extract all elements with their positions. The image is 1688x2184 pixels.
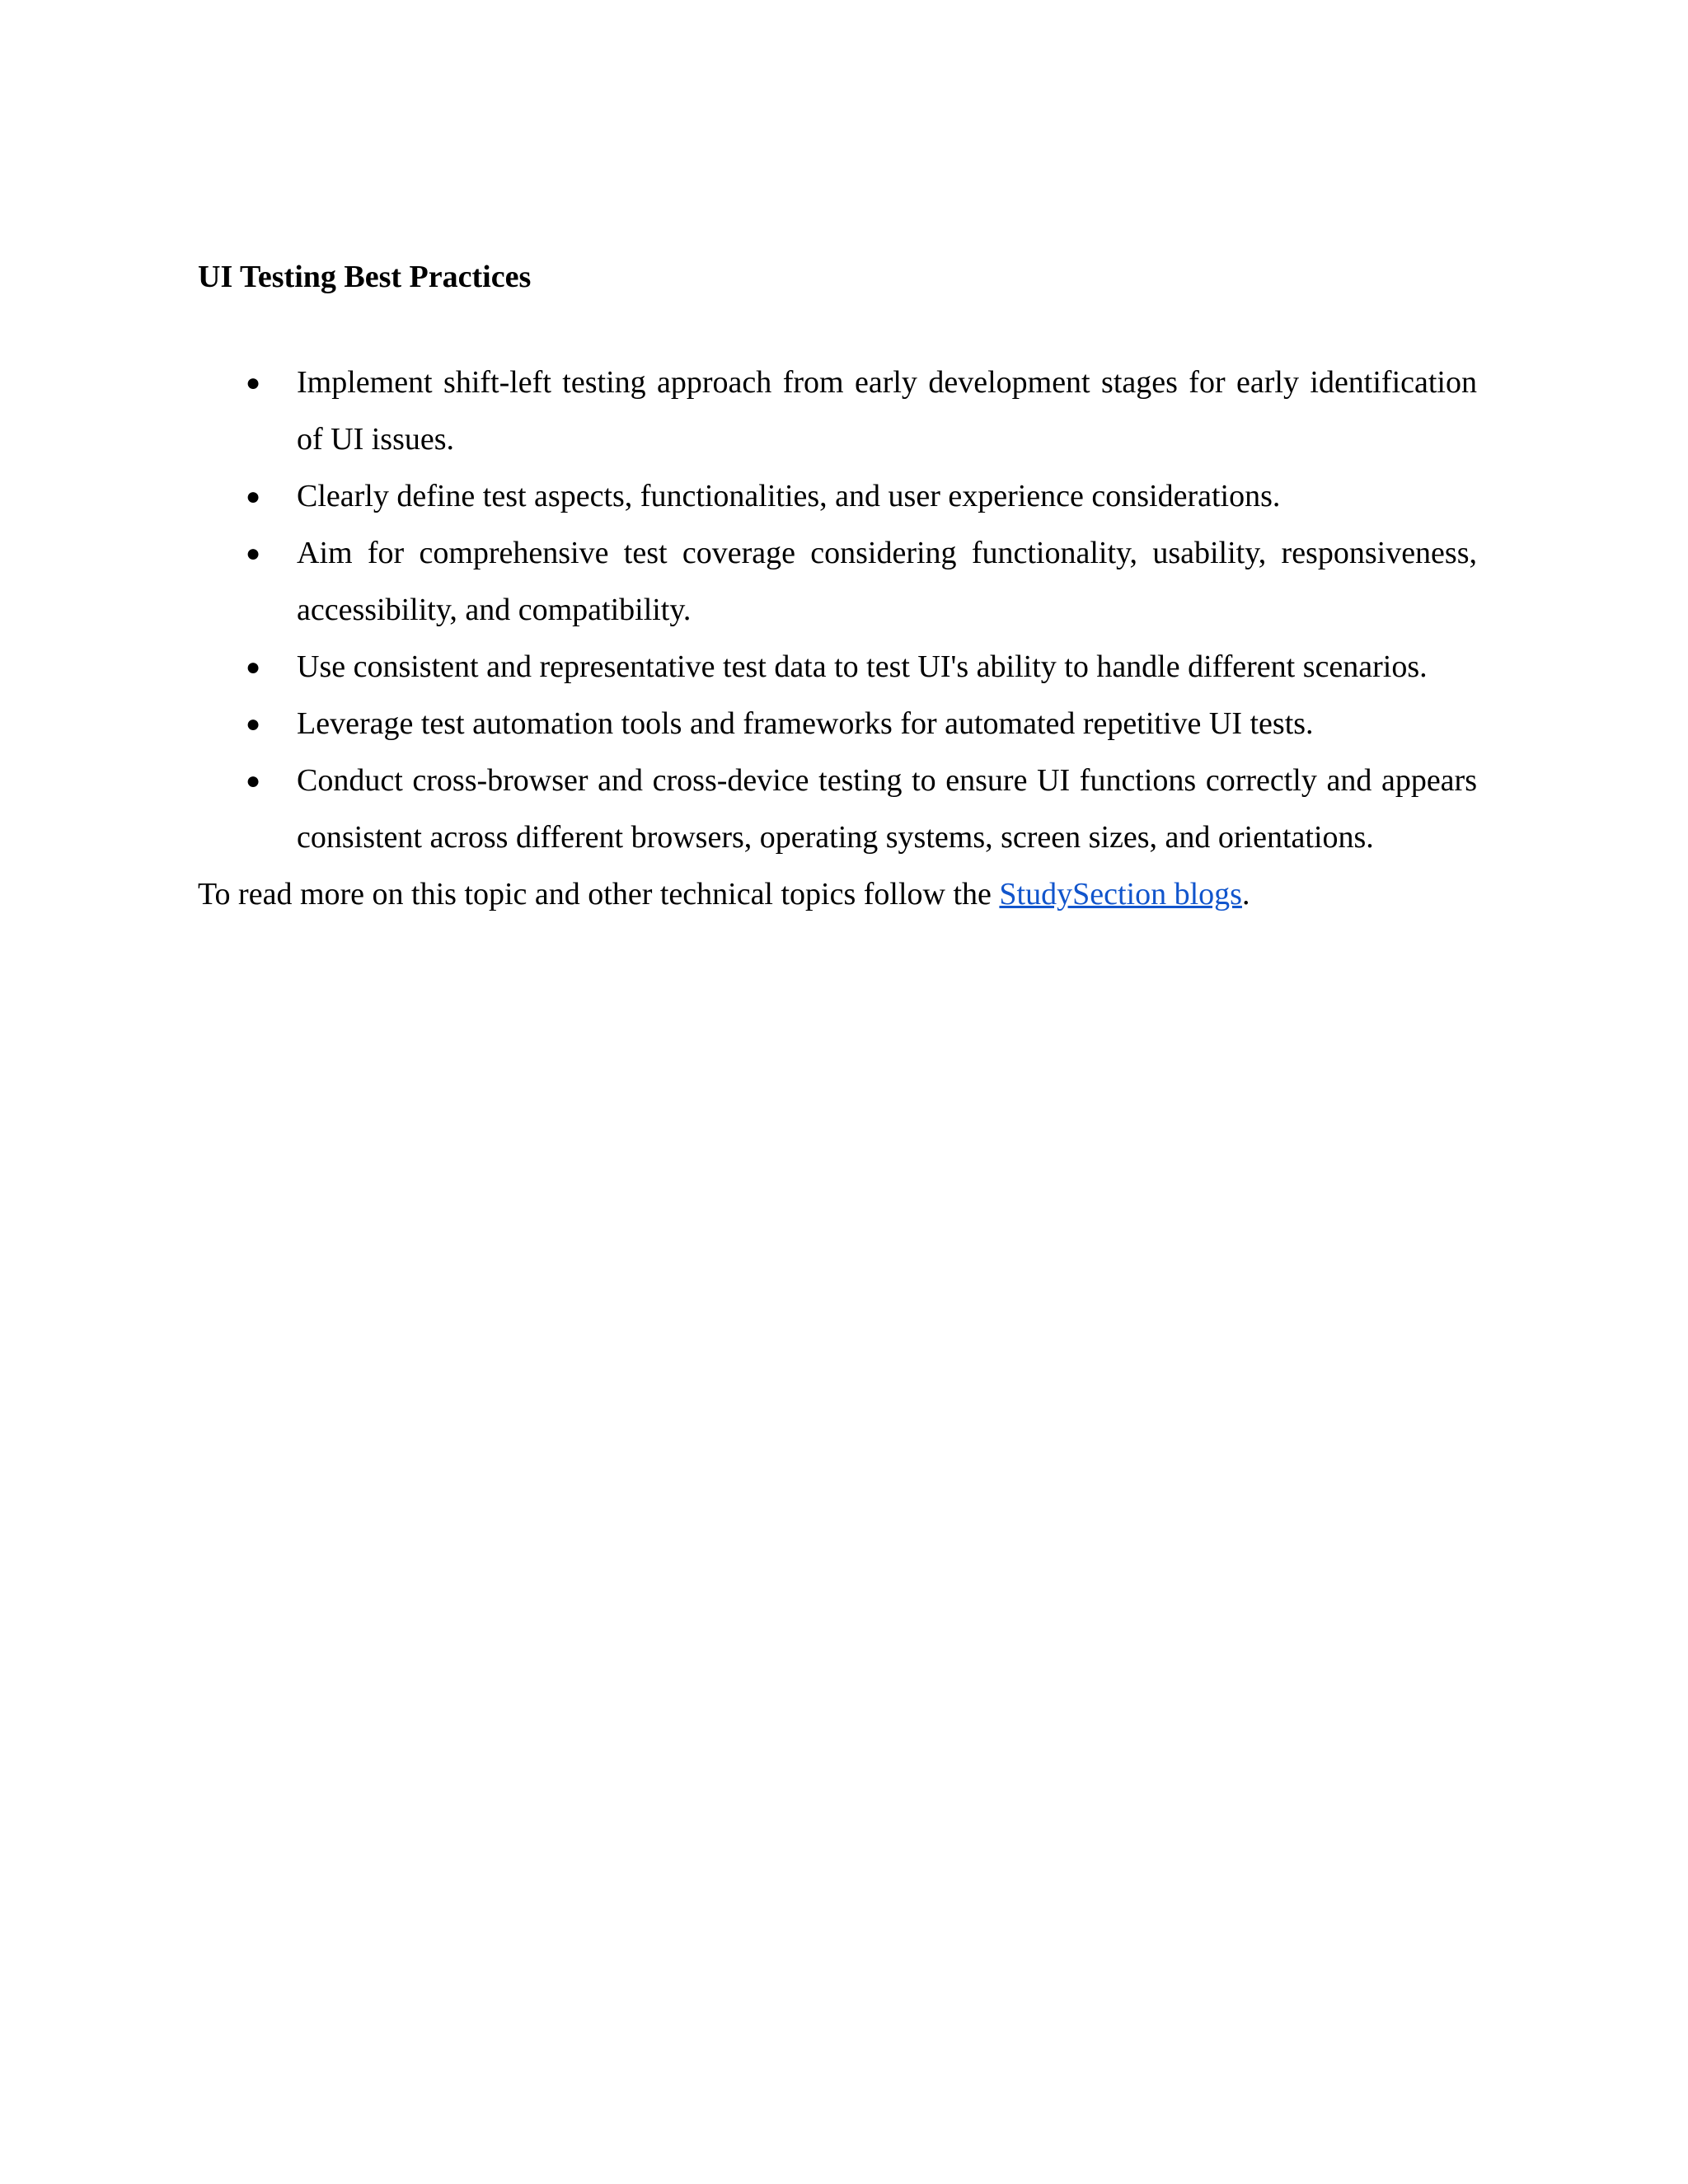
list-item — [198, 639, 1477, 696]
studysection-blogs-link[interactable]: StudySection blogs — [999, 877, 1242, 912]
list-item — [198, 525, 1477, 639]
bullet-icon: ● — [246, 654, 261, 681]
bullet-icon: ● — [246, 369, 261, 396]
list-item — [198, 752, 1477, 866]
bullet-icon: ● — [246, 710, 261, 738]
list-item-text: Implement shift-left testing approach from early development stages for early identification of UI issues. — [297, 365, 1477, 457]
list-item — [198, 468, 1477, 525]
list-item — [198, 354, 1477, 468]
bullet-icon: ● — [246, 483, 261, 510]
closing-paragraph — [198, 866, 1477, 923]
list-item-text: Aim for comprehensive test coverage considering functionality, usability, responsiveness, accessibility, and compatibility. — [297, 536, 1477, 627]
list-item-text: Conduct cross-browser and cross-device testing to ensure UI functions correctly and appears consistent across different browsers, operating systems, screen sizes, and orientations. — [297, 763, 1477, 855]
list-item-text: Use consistent and representative test data to test UI's ability to handle different scenarios. — [297, 649, 1428, 684]
closing-period: . — [1241, 877, 1250, 912]
bullet-icon: ● — [246, 767, 261, 794]
list-item-text: Clearly define test aspects, functionalities, and user experience considerations. — [297, 479, 1281, 513]
closing-text: To read more on this topic and other technical topics follow the — [198, 877, 1000, 912]
document-page — [198, 247, 1477, 923]
list-item-text: Leverage test automation tools and frameworks for automated repetitive UI tests. — [297, 706, 1314, 741]
page-heading: UI Testing Best Practices — [198, 260, 532, 294]
best-practices-list — [198, 354, 1477, 866]
bullet-icon: ● — [246, 540, 261, 567]
list-item — [198, 696, 1477, 752]
